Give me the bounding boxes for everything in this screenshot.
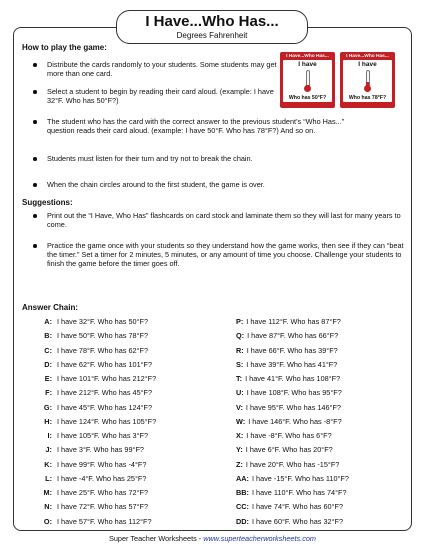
answer-text: I have 60°F. Who has 32°F? bbox=[251, 516, 343, 526]
answer-row bbox=[38, 429, 156, 443]
answer-text: I have 25°F. Who has 72°F? bbox=[57, 488, 149, 497]
answer-text: I have 32°F. Who has 50°F? bbox=[57, 317, 149, 326]
answer-row bbox=[236, 472, 349, 486]
answer-label: DD: bbox=[236, 516, 249, 526]
answer-row bbox=[38, 515, 156, 529]
card-who-has: Who has 78°F? bbox=[348, 95, 387, 101]
answer-row bbox=[236, 358, 349, 372]
title-banner bbox=[116, 10, 308, 44]
answer-label: U: bbox=[236, 388, 244, 398]
answer-label: J: bbox=[45, 445, 52, 455]
answer-text: I have 74°F. Who has 60°F? bbox=[251, 502, 343, 512]
answer-row bbox=[236, 386, 349, 400]
answer-label: BB: bbox=[236, 488, 249, 497]
answer-label: A: bbox=[44, 317, 52, 326]
answer-label: T: bbox=[236, 374, 243, 383]
answer-text: I have 3°F. Who has 99°F? bbox=[57, 445, 144, 455]
footer-text: Super Teacher Worksheets - bbox=[109, 534, 204, 543]
thermometer-icon bbox=[303, 70, 312, 92]
answer-row bbox=[236, 515, 349, 529]
answer-text: I have 72°F. Who has 57°F? bbox=[57, 502, 149, 512]
answer-row bbox=[236, 429, 349, 443]
answer-text: I have 50°F. Who has 78°F? bbox=[57, 331, 149, 341]
answer-text: I have 108°F. Who has 95°F? bbox=[246, 388, 342, 398]
answer-text: I have 105°F. Who has 3°F? bbox=[57, 431, 149, 440]
answer-text: I have 112°F. Who has 87°F? bbox=[246, 317, 341, 326]
answer-chain-heading: Answer Chain: bbox=[22, 303, 79, 312]
answer-text: I have 146°F. Who has -8°F? bbox=[248, 416, 342, 426]
answer-row bbox=[236, 443, 349, 457]
answer-label: N: bbox=[44, 502, 52, 512]
how-to-item: Select a student to begin by reading their card aloud. (example: I have 32°F. Who has 50°F?) bbox=[32, 87, 287, 105]
how-to-item: Distribute the cards randomly to your students. Some students may get more than one card. bbox=[32, 60, 287, 78]
answer-row bbox=[236, 458, 349, 472]
answer-chain-left bbox=[38, 315, 156, 529]
answer-row bbox=[38, 344, 156, 358]
how-to-list bbox=[32, 87, 287, 105]
card-who-has: Who has 50°F? bbox=[288, 95, 327, 101]
thermometer-icon bbox=[363, 70, 372, 92]
answer-text: I have 95°F. Who has 146°F? bbox=[245, 402, 341, 412]
answer-text: I have -15°F. Who has 110°F? bbox=[251, 473, 349, 483]
answer-row bbox=[38, 443, 156, 457]
how-to-heading: How to play the game: bbox=[22, 43, 107, 52]
answer-text: I have 41°F. Who has 108°F? bbox=[245, 374, 341, 383]
answer-label: Z: bbox=[236, 459, 243, 469]
how-to-list bbox=[32, 154, 407, 163]
page-subtitle: Degrees Fahrenheit bbox=[176, 31, 248, 40]
suggestion-item: Print out the “I Have, Who Has” flashcards on card stock and laminate them so they will last for many years to come. bbox=[32, 211, 407, 229]
suggestion-item: Practice the game once with your students so they understand how the game works, then see if they can “beat the timer.” Set a timer for 2 minutes, 5 minutes, or any amount of time you choose. Challenge your students to finish the game before the timer goes off. bbox=[32, 241, 407, 268]
answer-text: I have 20°F. Who has -15°F? bbox=[245, 459, 340, 469]
answer-text: I have 101°F. Who has 212°F? bbox=[57, 374, 157, 383]
answer-row bbox=[236, 486, 349, 500]
answer-text: I have 78°F. Who has 62°F? bbox=[57, 345, 149, 355]
answer-row bbox=[236, 344, 349, 358]
answer-row bbox=[38, 472, 156, 486]
answer-row bbox=[236, 415, 349, 429]
answer-row bbox=[38, 500, 156, 514]
suggestions-heading: Suggestions: bbox=[22, 198, 73, 207]
answer-text: I have 66°F. Who has 39°F? bbox=[246, 345, 338, 355]
answer-label: AA: bbox=[236, 473, 249, 483]
card-i-have: I have bbox=[358, 61, 377, 68]
answer-text: I have 87°F. Who has 66°F? bbox=[247, 331, 339, 341]
answer-row bbox=[38, 386, 156, 400]
how-to-list bbox=[32, 180, 407, 189]
answer-text: I have 99°F. Who has -4°F? bbox=[57, 459, 147, 469]
answer-text: I have 39°F. Who has 41°F? bbox=[246, 359, 338, 369]
suggestions-list bbox=[32, 211, 407, 229]
answer-label: W: bbox=[236, 416, 246, 426]
answer-row bbox=[236, 401, 349, 415]
card-header: I Have...Who Has... bbox=[286, 54, 329, 59]
answer-text: I have -8°F. Who has 6°F? bbox=[246, 431, 332, 440]
answer-row bbox=[38, 458, 156, 472]
answer-label: O: bbox=[43, 516, 52, 526]
how-to-item: When the chain circles around to the first student, the game is over. bbox=[32, 180, 407, 189]
answer-row bbox=[38, 329, 156, 343]
answer-row bbox=[38, 372, 156, 386]
answer-label: V: bbox=[236, 402, 243, 412]
answer-text: I have 110°F. Who has 74°F? bbox=[251, 488, 347, 497]
answer-text: I have 124°F. Who has 105°F? bbox=[57, 416, 157, 426]
answer-text: I have 57°F. Who has 112°F? bbox=[57, 516, 152, 526]
answer-text: I have 6°F. Who has 20°F? bbox=[245, 445, 333, 455]
answer-label: Q: bbox=[236, 331, 245, 341]
answer-label: C: bbox=[44, 345, 52, 355]
answer-row bbox=[236, 315, 349, 329]
answer-text: I have 45°F. Who has 124°F? bbox=[57, 402, 153, 412]
page-title: I Have...Who Has... bbox=[145, 13, 279, 30]
answer-row bbox=[236, 500, 349, 514]
answer-row bbox=[38, 358, 156, 372]
footer bbox=[0, 534, 425, 543]
answer-label: K: bbox=[44, 459, 52, 469]
answer-label: H: bbox=[44, 416, 52, 426]
answer-label: G: bbox=[43, 402, 52, 412]
sample-card bbox=[280, 52, 335, 108]
answer-label: Y: bbox=[236, 445, 243, 455]
how-to-list bbox=[32, 60, 287, 78]
answer-label: L: bbox=[45, 473, 52, 483]
footer-url: www.superteacherworksheets.com bbox=[203, 534, 316, 543]
answer-label: R: bbox=[236, 345, 244, 355]
answer-row bbox=[38, 401, 156, 415]
answer-text: I have 212°F. Who has 45°F? bbox=[57, 388, 153, 398]
answer-label: CC: bbox=[236, 502, 249, 512]
card-header: I Have...Who Has... bbox=[346, 54, 389, 59]
answer-row bbox=[38, 486, 156, 500]
sample-card bbox=[340, 52, 395, 108]
answer-row bbox=[236, 329, 349, 343]
how-to-list bbox=[32, 117, 352, 135]
card-i-have: I have bbox=[298, 61, 317, 68]
answer-label: B: bbox=[44, 331, 52, 341]
answer-row bbox=[236, 372, 349, 386]
answer-chain-right bbox=[236, 315, 349, 529]
how-to-item: Students must listen for their turn and try not to break the chain. bbox=[32, 154, 407, 163]
suggestions-list bbox=[32, 241, 407, 268]
answer-text: I have -4°F. Who has 25°F? bbox=[57, 473, 147, 483]
answer-row bbox=[38, 315, 156, 329]
answer-label: X: bbox=[236, 431, 244, 440]
answer-label: F: bbox=[45, 388, 52, 398]
answer-label: E: bbox=[44, 374, 52, 383]
answer-label: I: bbox=[47, 431, 52, 440]
answer-label: P: bbox=[236, 317, 244, 326]
answer-row bbox=[38, 415, 156, 429]
answer-text: I have 62°F. Who has 101°F? bbox=[57, 359, 153, 369]
answer-label: D: bbox=[44, 359, 52, 369]
answer-label: S: bbox=[236, 359, 244, 369]
answer-label: M: bbox=[43, 488, 52, 497]
how-to-item: The student who has the card with the correct answer to the previous student’s “Who Has...” question reads their card aloud. (example: I have 50°F. Who has 78°F?) And so on. bbox=[32, 117, 352, 135]
